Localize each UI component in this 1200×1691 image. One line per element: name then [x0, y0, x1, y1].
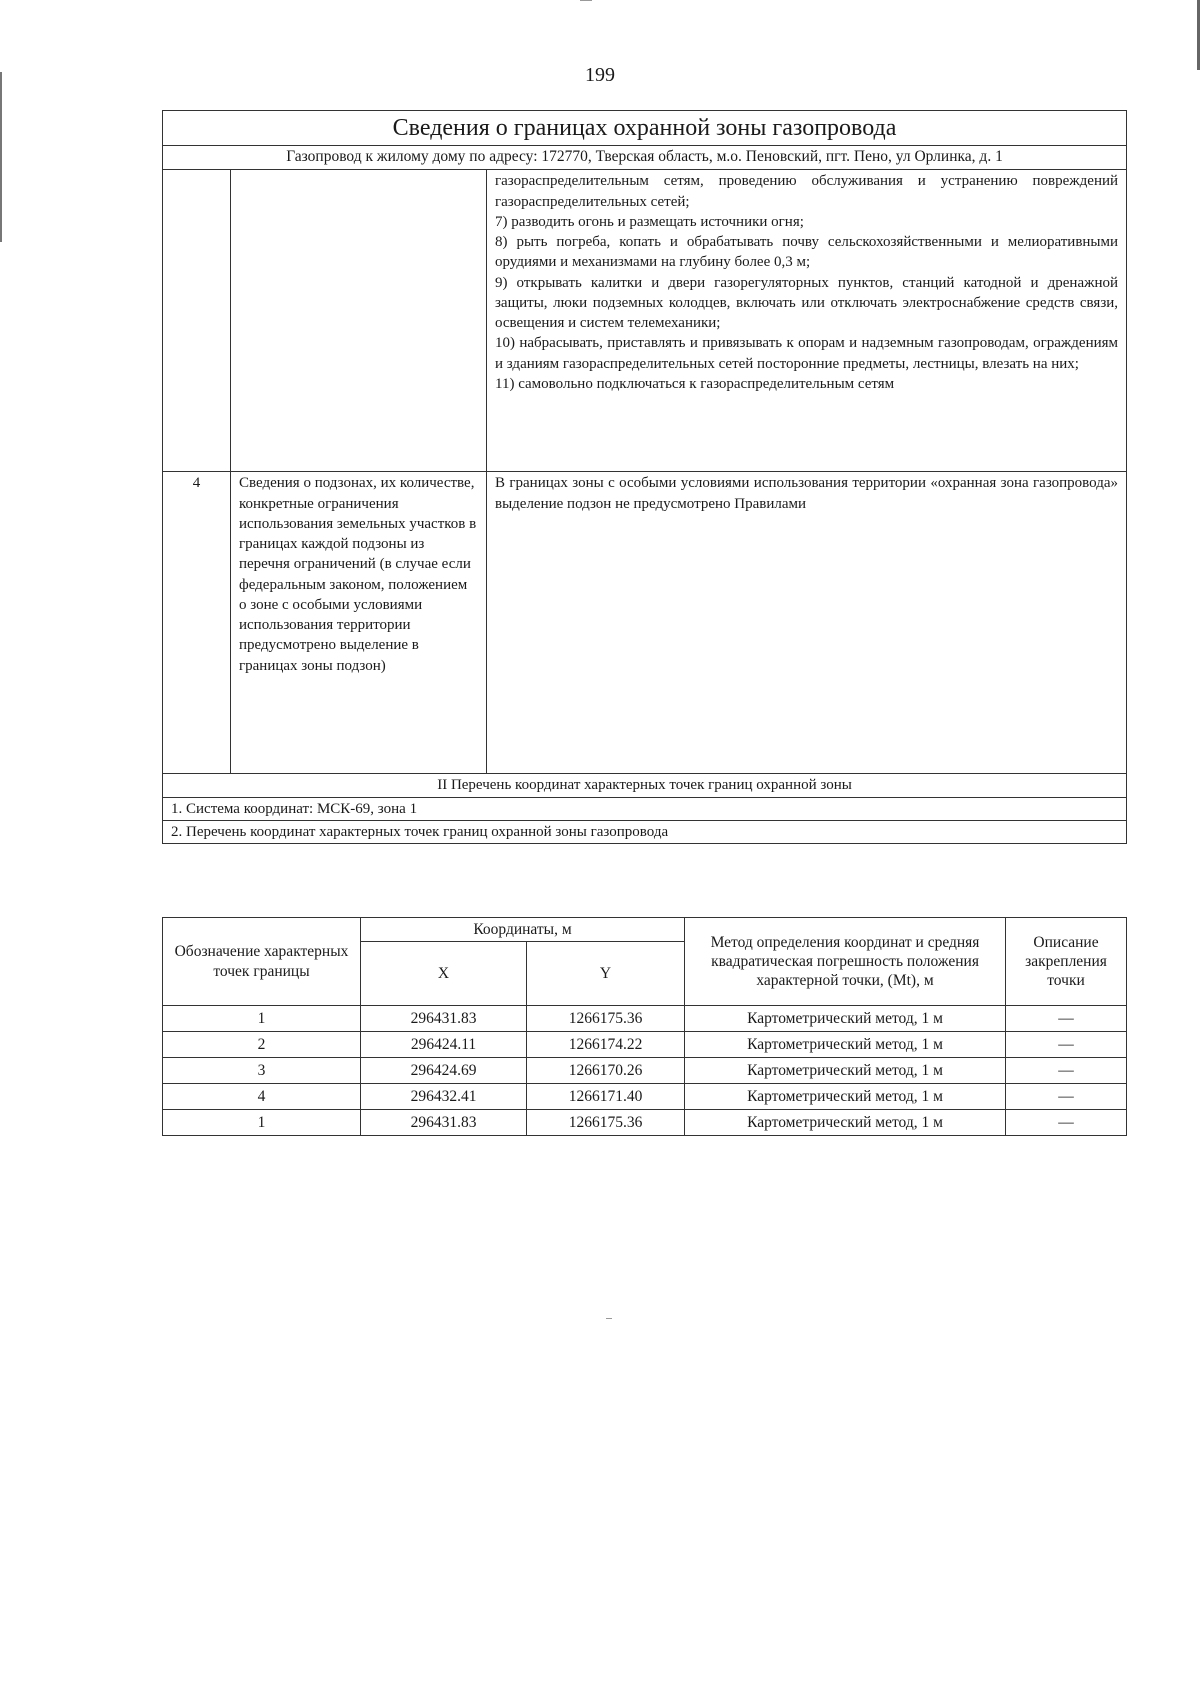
fixation: — — [1006, 1032, 1127, 1058]
point-id: 1 — [163, 1110, 361, 1136]
document-subtitle: Газопровод к жилому дому по адресу: 172770, Тверская область, м.о. Пеновский, пгт. Пено, ул Орлинка, д. 1 — [163, 146, 1127, 170]
header-method: Метод определения координат и средняя квадратическая погрешность положения характерной точки, (Mt), м — [685, 918, 1006, 1006]
table-row — [163, 1058, 1127, 1084]
scan-edge-left — [0, 72, 2, 242]
title-row — [163, 111, 1127, 146]
restrictions-list — [487, 170, 1127, 472]
section-2-title: II Перечень координат характерных точек границ охранной зоны — [163, 774, 1127, 797]
row-number: 4 — [163, 472, 231, 774]
zone-info-table — [162, 110, 1127, 844]
header-y: Y — [527, 942, 685, 1006]
table-row — [163, 1006, 1127, 1032]
restriction-item: 9) открывать калитки и двери газорегуляторных пунктов, станций катодной и дренажной защиты, люки подземных колодцев, включать или отключать электроснабжение средств связи, освещения и систем телемеханики; — [495, 274, 1119, 332]
header-coordinates: Координаты, м — [361, 918, 685, 942]
scan-mark-bottom — [606, 1318, 612, 1319]
method: Картометрический метод, 1 м — [685, 1032, 1006, 1058]
coord-y: 1266171.40 — [527, 1084, 685, 1110]
coord-x: 296431.83 — [361, 1110, 527, 1136]
row-description: Сведения о подзонах, их количестве, конкретные ограничения использования земельных участков в границах каждой подзоны из перечня ограничений (в случае если федеральным законом, положением о зоне с особыми условиями использования территории предусмотрено выделение в границах зоны подзон) — [231, 472, 487, 774]
coord-list-title: 2. Перечень координат характерных точек границ охранной зоны газопровода — [163, 820, 1127, 843]
row-content: В границах зоны с особыми условиями использования территории «охранная зона газопровода» выделение подзон не предусмотрено Правилами — [487, 472, 1127, 774]
coord-y: 1266174.22 — [527, 1032, 685, 1058]
coord-x: 296432.41 — [361, 1084, 527, 1110]
coord-system-row — [163, 797, 1127, 820]
method: Картометрический метод, 1 м — [685, 1006, 1006, 1032]
method: Картометрический метод, 1 м — [685, 1058, 1006, 1084]
method: Картометрический метод, 1 м — [685, 1110, 1006, 1136]
continuation-description-cell — [231, 170, 487, 472]
coord-x: 296431.83 — [361, 1006, 527, 1032]
document-title: Сведения о границах охранной зоны газопровода — [163, 111, 1127, 146]
coords-header-row-1 — [163, 918, 1127, 942]
page-number: 199 — [585, 64, 615, 86]
header-x: X — [361, 942, 527, 1006]
fixation: — — [1006, 1006, 1127, 1032]
scan-mark-top — [580, 0, 592, 1]
coord-list-title-row — [163, 820, 1127, 843]
coord-y: 1266175.36 — [527, 1110, 685, 1136]
header-point: Обозначение характерных точек границы — [163, 918, 361, 1006]
row-4 — [163, 472, 1127, 774]
point-id: 4 — [163, 1084, 361, 1110]
table-row — [163, 1110, 1127, 1136]
restriction-item: 7) разводить огонь и размещать источники огня; — [495, 213, 804, 230]
point-id: 1 — [163, 1006, 361, 1032]
coord-y: 1266175.36 — [527, 1006, 685, 1032]
continuation-row — [163, 170, 1127, 472]
coord-system: 1. Система координат: МСК-69, зона 1 — [163, 797, 1127, 820]
subtitle-row — [163, 146, 1127, 170]
fixation: — — [1006, 1110, 1127, 1136]
method: Картометрический метод, 1 м — [685, 1084, 1006, 1110]
table-row — [163, 1084, 1127, 1110]
header-description: Описание закрепления точки — [1006, 918, 1127, 1006]
fixation: — — [1006, 1058, 1127, 1084]
coordinates-table — [162, 917, 1127, 1136]
continuation-number-cell — [163, 170, 231, 472]
coord-x: 296424.69 — [361, 1058, 527, 1084]
point-id: 2 — [163, 1032, 361, 1058]
coord-x: 296424.11 — [361, 1032, 527, 1058]
section-2-row — [163, 774, 1127, 797]
coord-y: 1266170.26 — [527, 1058, 685, 1084]
point-id: 3 — [163, 1058, 361, 1084]
restriction-item: 11) самовольно подключаться к газораспределительным сетям — [495, 375, 895, 392]
restriction-item: 8) рыть погреба, копать и обрабатывать почву сельскохозяйственными и мелиоративными орудиями и механизмами на глубину более 0,3 м; — [495, 234, 1119, 271]
table-row — [163, 1032, 1127, 1058]
restriction-item: газораспределительным сетям, проведению обслуживания и устранению повреждений газораспределительных сетей; — [495, 173, 1119, 210]
restriction-item: 10) набрасывать, приставлять и привязывать к опорам и надземным газопроводам, ограждениям и зданиям газораспределительных сетей посторонние предметы, лестницы, влезать на них; — [495, 335, 1119, 372]
fixation: — — [1006, 1084, 1127, 1110]
